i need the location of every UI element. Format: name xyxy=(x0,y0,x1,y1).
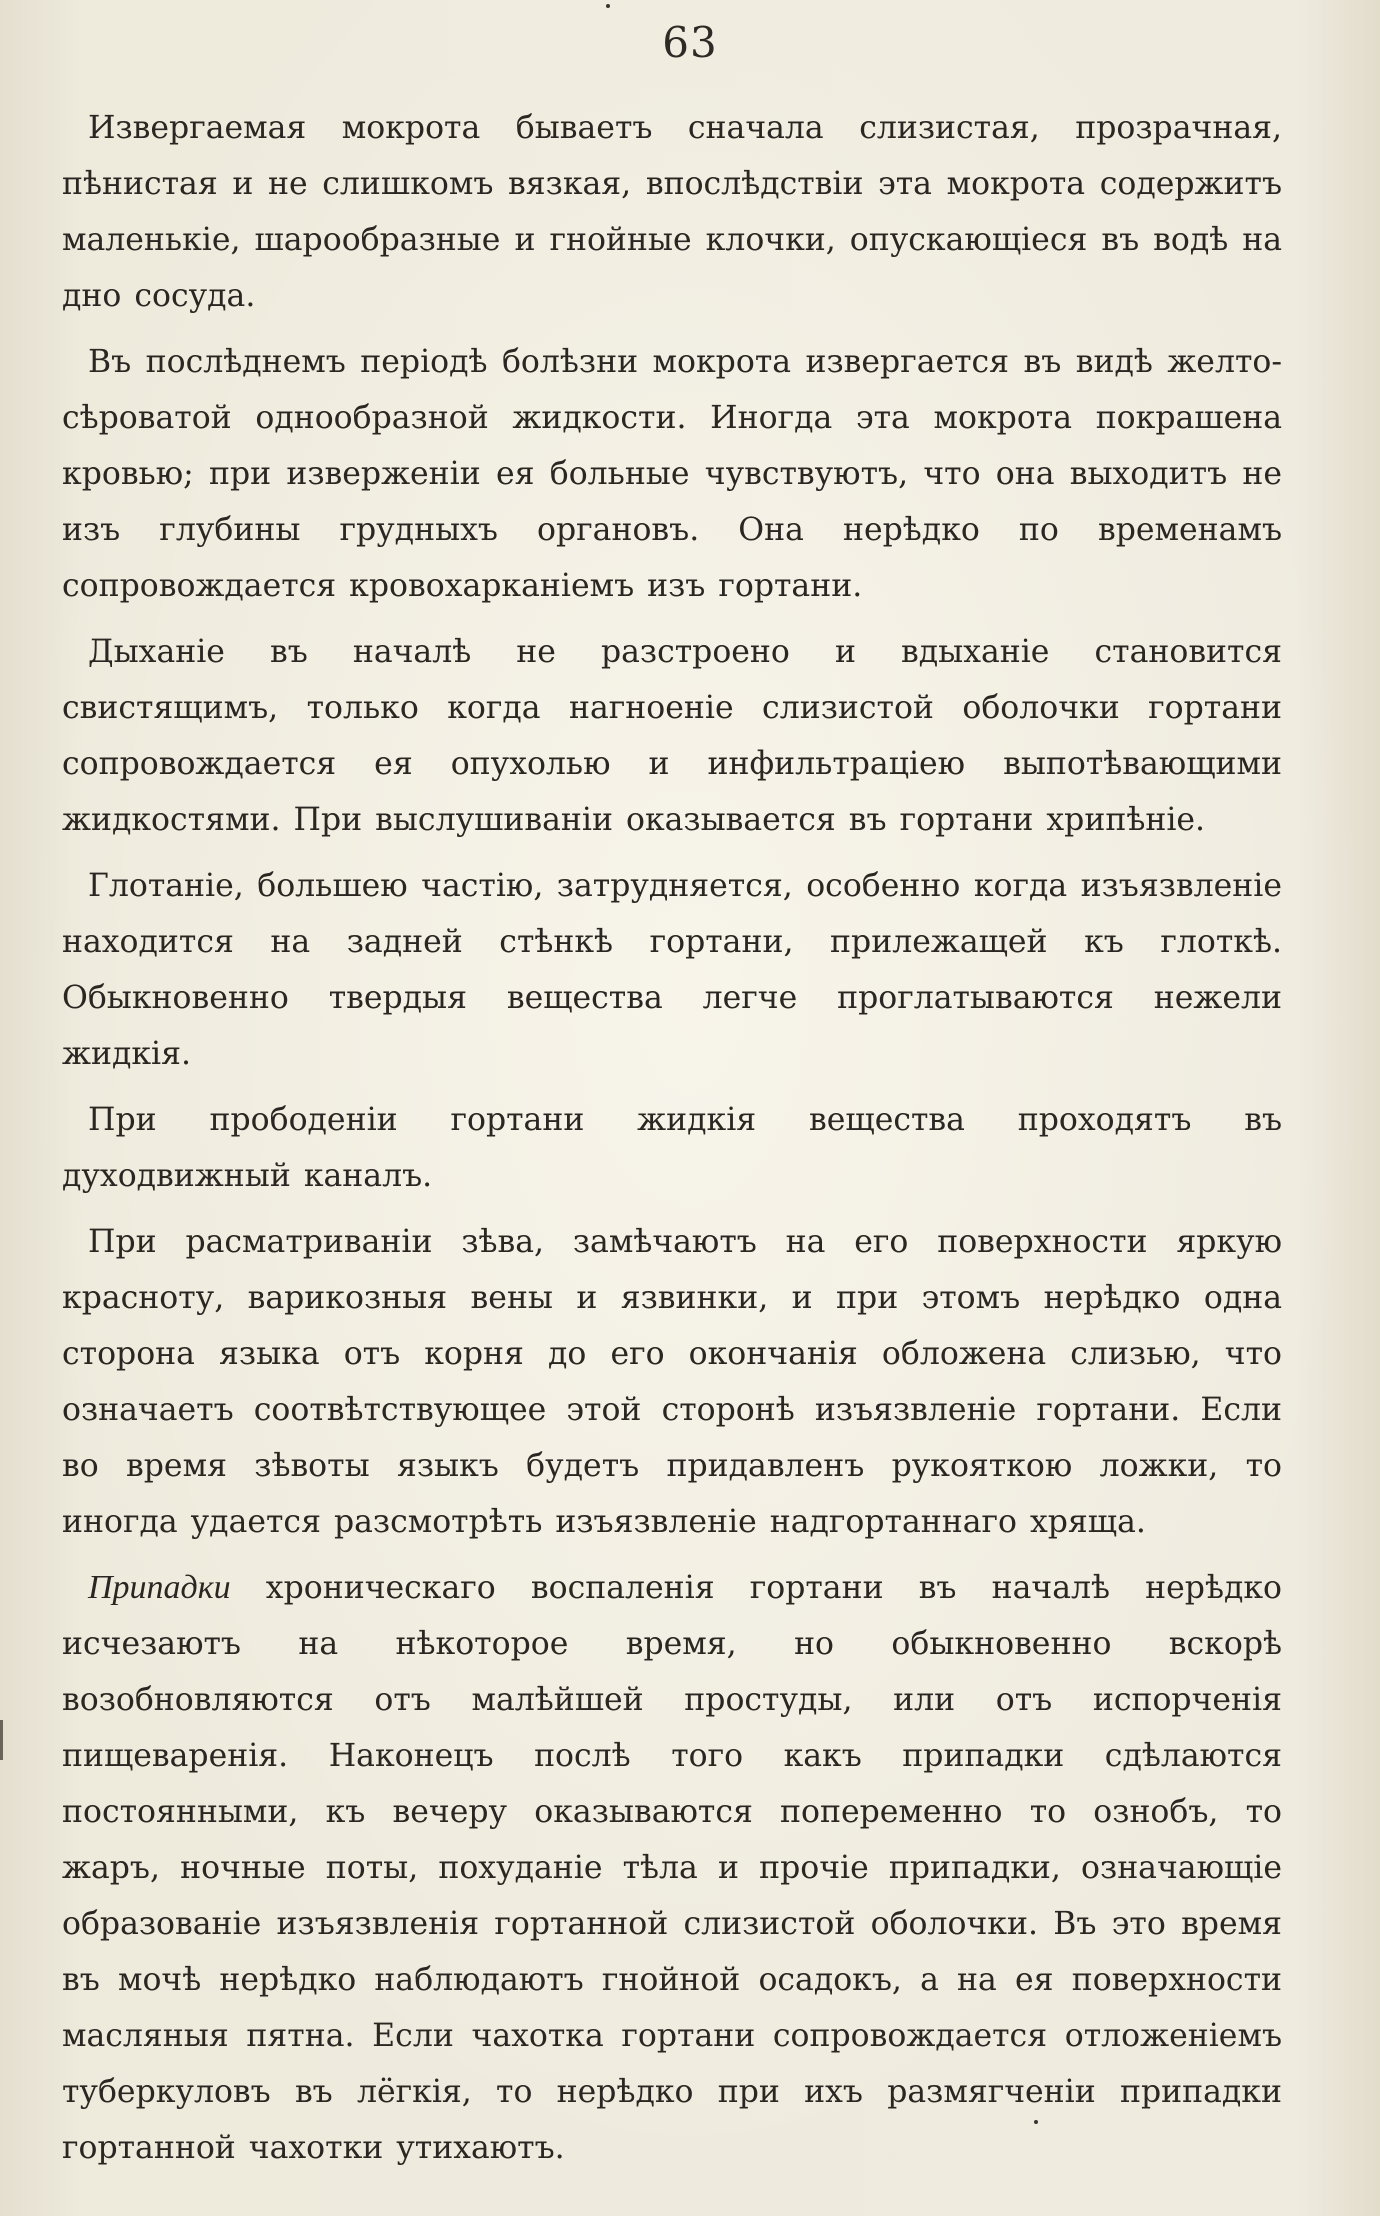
page-edge-mark xyxy=(0,1720,3,1760)
paragraph-swallowing: Глотаніе, большею частію, затрудняется, особенно когда изъязвленіе находится на задней стѣнкѣ гортани, прилежащей къ глоткѣ. Обыкновенно твердыя вещества легче проглатываются нежели жидкія. xyxy=(62,868,1282,1072)
body-text xyxy=(62,100,1282,2186)
print-speck xyxy=(1034,2120,1038,2124)
paragraph-perforation: При прободеніи гортани жидкія вещества проходятъ въ духодвижный каналъ. xyxy=(62,1102,1282,1194)
page-number: 63 xyxy=(662,18,718,67)
print-speck xyxy=(606,4,610,8)
paragraph-throat-examination: При расматриваніи зѣва, замѣчаютъ на его поверхности яркую красноту, варикозныя вены и язвинки, и при этомъ нерѣдко одна сторона языка отъ корня до его окончанія обложена слизью, что означаетъ соотвѣтствующее этой сторонѣ изъязвленіе гортани. Если во время зѣвоты языкъ будетъ придавленъ рукояткою ложки, то иногда удается разсмотрѣть изъязвленіе надгортаннаго хряща. xyxy=(62,1224,1282,1540)
paragraph-last-period: Въ послѣднемъ періодѣ болѣзни мокрота извергается въ видѣ желто-сѣроватой однообразной жидкости. Иногда эта мокрота покрашена кровью; при изверженіи ея больные чувствуютъ, что она выходитъ не изъ глубины грудныхъ органовъ. Она нерѣдко по временамъ сопровождается кровохарканіемъ изъ гортани. xyxy=(62,344,1282,604)
paragraph-lead-word: Припадки xyxy=(88,1569,231,1606)
paragraph-sputum-description: Извергаемая мокрота бываетъ сначала слизистая, прозрачная, пѣнистая и не слишкомъ вязкая, впослѣдствіи эта мокрота содержитъ маленькіе, шарообразные и гнойные клочки, опускающіеся въ водѣ на дно сосуда. xyxy=(62,110,1282,314)
paragraph-breathing: Дыханіе въ началѣ не разстроено и вдыханіе становится свистящимъ, только когда нагноеніе слизистой оболочки гортани сопровождается ея опухолью и инфильтраціею выпотѣвающими жидкостями. При выслушиваніи оказывается въ гортани хрипѣніе. xyxy=(62,634,1282,838)
paragraph-symptoms xyxy=(62,1560,1282,2176)
paragraph-symptoms-text: хроническаго воспаленія гортани въ началѣ нерѣдко исчезаютъ на нѣкоторое время, но обыкновенно вскорѣ возобновляются отъ малѣйшей простуды, или отъ испорченія пищеваренія. Наконецъ послѣ того какъ припадки сдѣлаются постоянными, къ вечеру оказываются попеременно то ознобъ, то жаръ, ночные поты, похуданіе тѣла и прочіе припадки, означающіе образованіе изъязвленія гортанной слизистой оболочки. Въ это время въ мочѣ нерѣдко наблюдаютъ гнойной осадокъ, а на ея поверхности масляныя пятна. Если чахотка гортани сопровождается отложеніемъ туберкуловъ въ лёгкія, то нерѣдко при ихъ размягченіи припадки гортанной чахотки утихаютъ. xyxy=(62,1570,1282,2166)
